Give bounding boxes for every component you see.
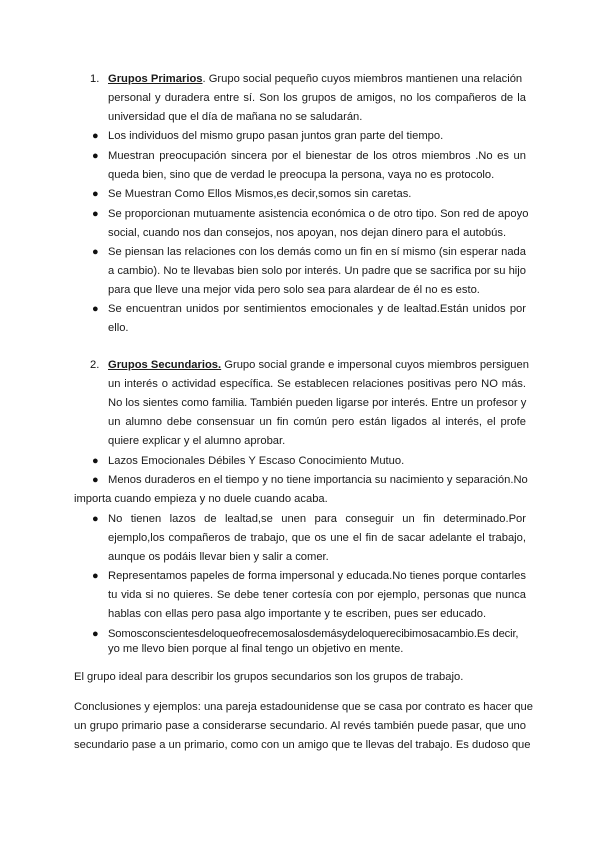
bullet-text: Menos duraderos en el tiempo y no tiene importancia su nacimiento y separación.No xyxy=(108,474,528,486)
bullet-dot: ● xyxy=(92,150,99,162)
bullet-text: yo me llevo bien porque al final tengo un objetivo en mente. xyxy=(108,643,404,655)
paragraph-line: personal y duradera entre sí. Son los grupos de amigos, no los compañeros de la xyxy=(108,92,526,104)
section-heading-primarios: Grupos Primarios xyxy=(108,73,203,85)
paragraph-line: quiere explicar y el alumno aprobar. xyxy=(108,435,286,447)
bullet-dot: ● xyxy=(92,474,99,486)
bullet-text: Se encuentran unidos por sentimientos emocionales y de lealtad.Están unidos por xyxy=(108,303,526,315)
conclusions-line: Conclusiones y ejemplos: una pareja estadounidense que se casa por contrato es hacer que xyxy=(74,701,533,713)
bullet-dot: ● xyxy=(92,188,99,200)
paragraph-ideal: El grupo ideal para describir los grupos secundarios son los grupos de trabajo. xyxy=(74,671,464,683)
section-heading-secundarios: Grupos Secundarios. xyxy=(108,359,222,371)
bullet-dot: ● xyxy=(92,628,99,640)
bullet-text: Se Muestran Como Ellos Mismos,es decir,somos sin caretas. xyxy=(108,188,412,200)
bullet-text: queda bien, sino que de verdad le preocupa la persona, vaya no es protocolo. xyxy=(108,169,495,181)
bullet-text: No tienen lazos de lealtad,se unen para conseguir un fin determinado.Por xyxy=(108,513,526,525)
section-intro-line: Grupos Primarios. Grupo social pequeño cuyos miembros mantienen una relación xyxy=(108,73,523,85)
bullet-text: Lazos Emocionales Débiles Y Escaso Conocimiento Mutuo. xyxy=(108,455,405,467)
bullet-text: tu vida si no quieres. Se debe tener cortesía con por ejemplo, personas que nunca xyxy=(108,589,526,601)
list-number: 1. xyxy=(90,73,100,85)
paragraph-line: un interés o actividad específica. Se establecen relaciones positivas pero NO más. xyxy=(108,378,526,390)
bullet-text: Somosconscientesdeloqueofrecemosalosdemásydeloquerecibimosacambio.Es decir, xyxy=(108,628,519,640)
paragraph-line: universidad que el día de mañana no se saludarán. xyxy=(108,111,363,123)
bullet-dot: ● xyxy=(92,570,99,582)
bullet-dot: ● xyxy=(92,208,99,220)
bullet-text: Se proporcionan mutuamente asistencia económica o de otro tipo. Son red de apoyo xyxy=(108,208,529,220)
bullet-text: importa cuando empieza y no duele cuando acaba. xyxy=(74,493,328,505)
bullet-text: a cambio). No te llevabas bien solo por interés. Un padre que se sacrifica por su hijo xyxy=(108,265,526,277)
bullet-text: hablas con ellas pero pasa algo importante y te escriben, pues ser educado. xyxy=(108,608,487,620)
bullet-dot: ● xyxy=(92,513,99,525)
paragraph-line: un alumno debe consensuar un fin común pero están ligados al interés, el profe xyxy=(108,416,526,428)
list-number: 2. xyxy=(90,359,100,371)
bullet-text: Se piensan las relaciones con los demás como un fin en sí mismo (sin esperar nada xyxy=(108,246,526,258)
bullet-dot: ● xyxy=(92,303,99,315)
paragraph-line: No los sientes como familia. También pueden ligarse por interés. Entre un profesor y xyxy=(108,397,527,409)
bullet-text: social, cuando nos dan consejos, nos apoyan, nos dejan dinero para el autobús. xyxy=(108,227,507,239)
conclusions-line: un grupo primario pase a considerarse secundario. Al revés también puede pasar, que uno xyxy=(74,720,526,732)
bullet-dot: ● xyxy=(92,246,99,258)
bullet-text: aunque os podáis llevar bien y salir a comer. xyxy=(108,551,329,563)
bullet-dot: ● xyxy=(92,455,99,467)
conclusions-line: secundario pase a un primario, como con un amigo que te llevas del trabajo. Es dudoso que xyxy=(74,739,531,751)
bullet-dot: ● xyxy=(92,130,99,142)
bullet-text: ello. xyxy=(108,322,129,334)
bullet-text: Los individuos del mismo grupo pasan juntos gran parte del tiempo. xyxy=(108,130,444,142)
bullet-text: para que lleve una mejor vida pero solo sea para alardear de él no es esto. xyxy=(108,284,480,296)
bullet-text: Representamos papeles de forma impersonal y educada.No tienes porque contarles xyxy=(108,570,526,582)
bullet-text: Muestran preocupación sincera por el bienestar de los otros miembros .No es un xyxy=(108,150,526,162)
bullet-text: ejemplo,los compañeros de trabajo, que os une el fin de sacar adelante el trabajo, xyxy=(108,532,526,544)
section-intro-line: Grupos Secundarios. Grupo social grande e impersonal cuyos miembros persiguen xyxy=(108,359,529,371)
